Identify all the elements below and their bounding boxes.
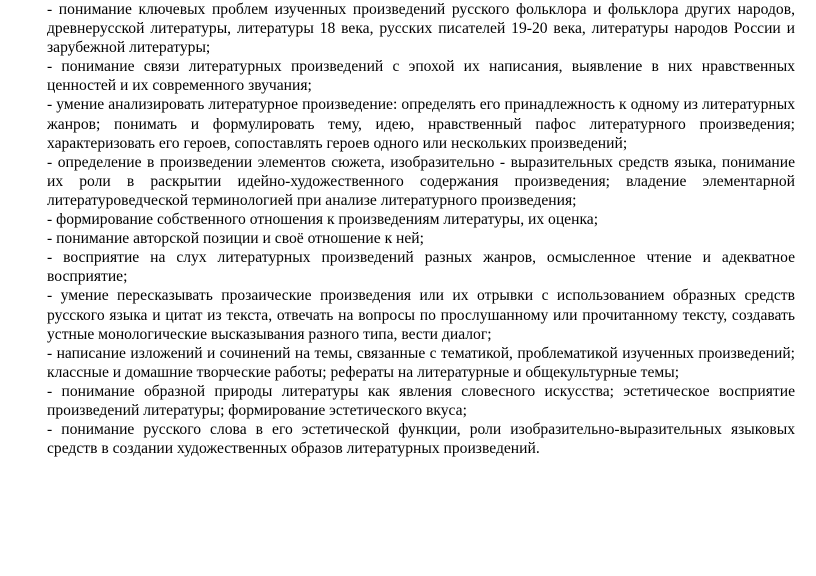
paragraph-essays: - написание изложений и сочинений на темы, связанные с тематикой, проблематикой изученных произведений; классные и домашние творческие работы; рефераты на литературные и общекультурные темы; bbox=[47, 344, 795, 381]
paragraph-russian-word: - понимание русского слова в его эстетической функции, роли изобразительно-выразительных языковых средств в создании художественных образов литературных произведений. bbox=[47, 421, 795, 458]
paragraph-listening-perception: - восприятие на слух литературных произведений разных жанров, осмысленное чтение и адекватное восприятие; bbox=[47, 249, 795, 286]
paragraph-analysis-skill: - умение анализировать литературное произведение: определять его принадлежность к одному из литературных жанров; понимать и формулировать тему, идею, нравственный пафос литературного произведения; характеризовать его героев, сопоставлять героев одного или нескольких произведений; bbox=[47, 96, 795, 152]
paragraph-key-problems: - понимание ключевых проблем изученных произведений русского фольклора и фольклора других народов, древнерусской литературы, литературы 18 века, русских писателей 19-20 века, литературы народов России и зарубежной литературы; bbox=[47, 1, 795, 57]
paragraph-own-attitude: - формирование собственного отношения к произведениям литературы, их оценка; bbox=[47, 211, 599, 229]
paragraph-plot-elements: - определение в произведении элементов сюжета, изобразительно - выразительных средств языка, понимание их роли в раскрытии идейно-художественного содержания произведения; владение элементарной литературоведческой терминологией при анализе литературного произведения; bbox=[47, 153, 795, 209]
paragraph-retelling-skill: - умение пересказывать прозаические произведения или их отрывки с использованием образных средств русского языка и цитат из текста, отвечать на вопросы по прослушанному или прочитанному тексту, создавать устные монологические высказывания разного типа, вести диалог; bbox=[47, 287, 795, 343]
paragraph-author-position: - понимание авторской позиции и своё отношение к ней; bbox=[47, 230, 424, 248]
paragraph-epoch-connection: - понимание связи литературных произведений с эпохой их написания, выявление в них нравственных ценностей и их современного звучания; bbox=[47, 58, 795, 95]
document-body bbox=[47, 0, 795, 458]
paragraph-figurative-nature: - понимание образной природы литературы как явления словесного искусства; эстетическое восприятие произведений литературы; формирование эстетического вкуса; bbox=[47, 382, 795, 419]
